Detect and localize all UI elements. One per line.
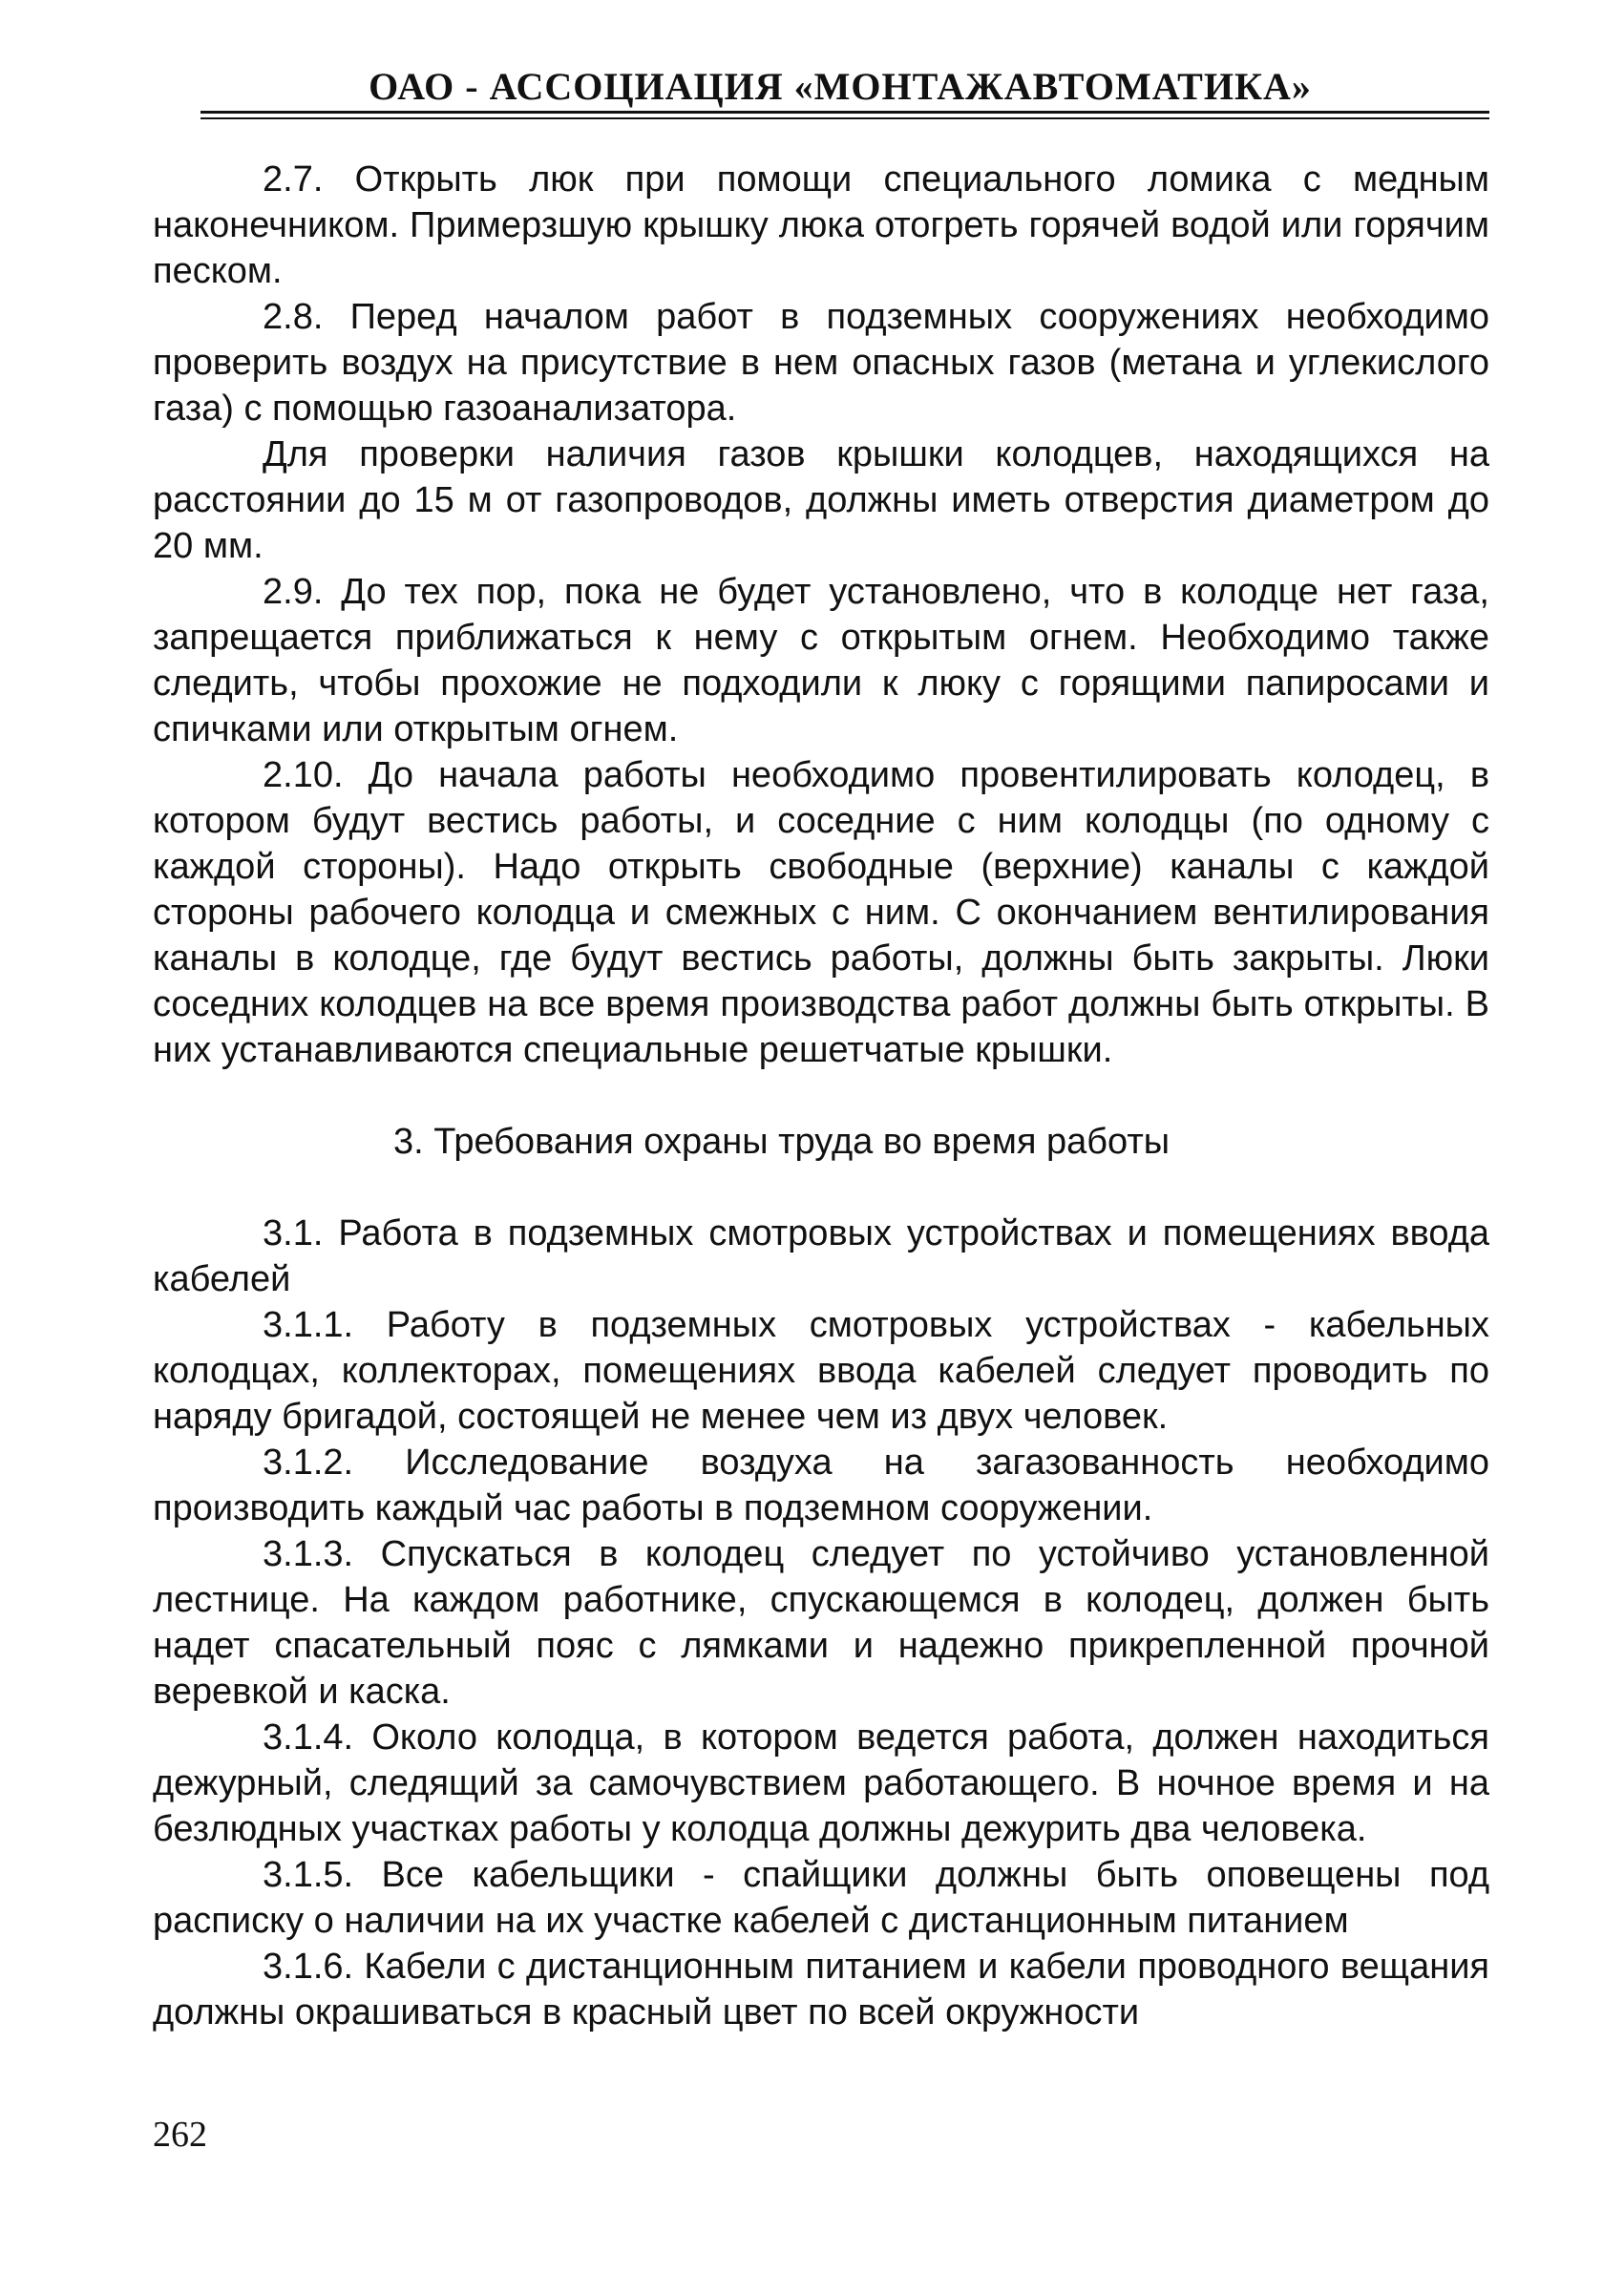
header-rule-thin <box>200 117 1489 119</box>
paragraph-2-7: 2.7. Открыть люк при помощи специального ломика с медным наконечником. Примерзшую крышку люка отогреть горячей водой или горячим песком. <box>153 159 1489 291</box>
paragraph-3-1-3: 3.1.3. Спускаться в колодец следует по устойчиво установленной лестнице. На каждом работнике, спускающемся в колодец, должен быть надет спасательный пояс с лямками и надежно прикрепленной прочной веревкой и каска. <box>153 1534 1489 1712</box>
paragraph-3-1-4: 3.1.4. Около колодца, в котором ведется работа, должен находиться дежурный, следящий за самочувствием работающего. В ночное время и на безлюдных участках работы у колодца должны дежурить два человека. <box>153 1717 1489 1849</box>
paragraph-2-10: 2.10. До начала работы необходимо провентилировать колодец, в котором будут вестись работы, и соседние с ним колодцы (по одному с каждой стороны). Надо открыть свободные (верхние) каналы с каждой стороны рабочего колодца и смежных с ним. С окончанием вентилирования каналы в колодце, где будут вестись работы, должны быть закрыты. Люки соседних колодцев на все время производства работ должны быть открыты. В них устанавливаются специальные решетчатые крышки. <box>153 755 1489 1070</box>
paragraph-3-1-6: 3.1.6. Кабели с дистанционным питанием и кабели проводного вещания должны окрашиваться в красный цвет по всей окружности <box>153 1947 1489 2033</box>
section-3-heading: 3. Требования охраны труда во время работы <box>393 1122 1171 1162</box>
paragraph-2-8-cont: Для проверки наличия газов крышки колодцев, находящихся на расстоянии до 15 м от газопроводов, должны иметь отверстия диаметром до 20 мм. <box>153 434 1489 566</box>
paragraph-3-1-1: 3.1.1. Работу в подземных смотровых устройствах - кабельных колодцах, коллекторах, помещениях ввода кабелей следует проводить по наряду бригадой, состоящей не менее чем из двух человек. <box>153 1305 1489 1437</box>
paragraph-3-1-5: 3.1.5. Все кабельщики - спайщики должны быть оповещены под расписку о наличии на их участке кабелей с дистанционным питанием <box>153 1855 1489 1941</box>
paragraph-2-8: 2.8. Перед началом работ в подземных сооружениях необходимо проверить воздух на присутствие в нем опасных газов (метана и углекислого газа) с помощью газоанализатора. <box>153 297 1489 429</box>
paragraph-2-9: 2.9. До тех пор, пока не будет установлено, что в колодце нет газа, запрещается приближаться к нему с открытым огнем. Необходимо также следить, чтобы прохожие не подходили к люку с горящими папиросами и спичками или открытым огнем. <box>153 572 1489 749</box>
header-rule-thick <box>200 111 1489 114</box>
page-header: ОАО - АССОЦИАЦИЯ «МОНТАЖАВТОМАТИКА» <box>369 65 1312 108</box>
document-page <box>153 0 1489 2296</box>
document-body <box>153 157 1489 2035</box>
paragraph-3-1-2: 3.1.2. Исследование воздуха на загазованность необходимо производить каждый час работы в подземном сооружении. <box>153 1443 1489 1528</box>
paragraph-3-1: 3.1. Работа в подземных смотровых устройствах и помещениях ввода кабелей <box>153 1213 1489 1299</box>
page-number: 262 <box>153 2115 207 2155</box>
